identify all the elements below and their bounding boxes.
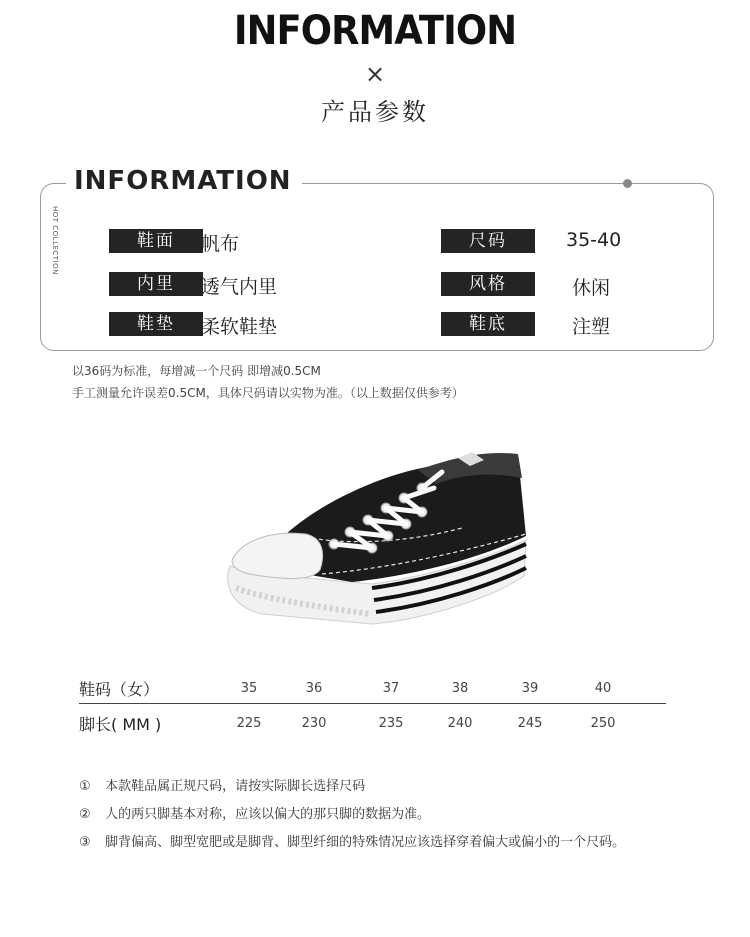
- title-cross: ×: [364, 60, 386, 88]
- size-cell: 37: [382, 681, 400, 696]
- size-cell: 40: [594, 681, 612, 696]
- size-cell: 38: [451, 681, 469, 696]
- tip-text: 本款鞋品属正规尺码，请按实际脚长选择尺码: [105, 779, 366, 794]
- tip-item: [79, 831, 625, 850]
- side-label: [44, 205, 68, 275]
- size-table-rule: [79, 703, 666, 704]
- card-title-wrap: [66, 166, 302, 196]
- lining-label: 内里: [109, 272, 203, 296]
- length-cell: 235: [378, 716, 404, 731]
- size-cell: 35: [240, 681, 258, 696]
- card-title-dot: [623, 179, 632, 188]
- length-cell: 240: [447, 716, 473, 731]
- tip-number: ③: [79, 835, 91, 850]
- sole-value: 注塑: [572, 316, 611, 338]
- tip-text: 人的两只脚基本对称，应该以偏大的那只脚的数据为准。: [105, 807, 431, 822]
- size-cell: 36: [305, 681, 323, 696]
- shoe-illustration: [222, 448, 532, 630]
- size-cell: 39: [521, 681, 539, 696]
- tip-number: ②: [79, 807, 91, 822]
- size-range-label: 尺码: [441, 229, 535, 253]
- sizing-note-1: 以36码为标准，每增减一个尺码 即增减0.5CM: [72, 364, 321, 378]
- tip-text: 脚背偏高、脚型宽肥或是脚背、脚型纤细的特殊情况应该选择穿着偏大或偏小的一个尺码。: [105, 835, 626, 850]
- product-shoe-image: [222, 448, 532, 630]
- size-row-label: 鞋码（女）: [79, 680, 160, 699]
- length-cell: 245: [517, 716, 543, 731]
- tip-number: ①: [79, 779, 91, 794]
- page-title: INFORMATION: [233, 8, 517, 54]
- insole-value: 柔软鞋垫: [201, 316, 278, 338]
- upper-material-label: 鞋面: [109, 229, 203, 253]
- upper-material-value: 帆布: [201, 233, 240, 255]
- lining-value: 透气内里: [201, 276, 278, 298]
- sole-label: 鞋底: [441, 312, 535, 336]
- card-title: INFORMATION: [74, 166, 292, 196]
- length-cell: 230: [301, 716, 327, 731]
- insole-label: 鞋垫: [109, 312, 203, 336]
- length-cell: 225: [236, 716, 262, 731]
- style-value: 休闲: [572, 277, 611, 299]
- tip-item: [79, 803, 430, 822]
- sizing-note-2: 手工测量允许误差0.5CM，具体尺码请以实物为准。（以上数据仅供参考）: [72, 386, 464, 400]
- card-title-rule: [280, 183, 625, 184]
- style-label: 风格: [441, 272, 535, 296]
- tip-item: [79, 775, 365, 794]
- size-range-value: 35-40: [566, 229, 622, 251]
- page-subtitle: 产品参数: [321, 98, 429, 126]
- side-label-text: HOT COLLECTION: [51, 206, 59, 275]
- length-cell: 250: [590, 716, 616, 731]
- length-row-label: 脚长( MM ): [79, 715, 162, 734]
